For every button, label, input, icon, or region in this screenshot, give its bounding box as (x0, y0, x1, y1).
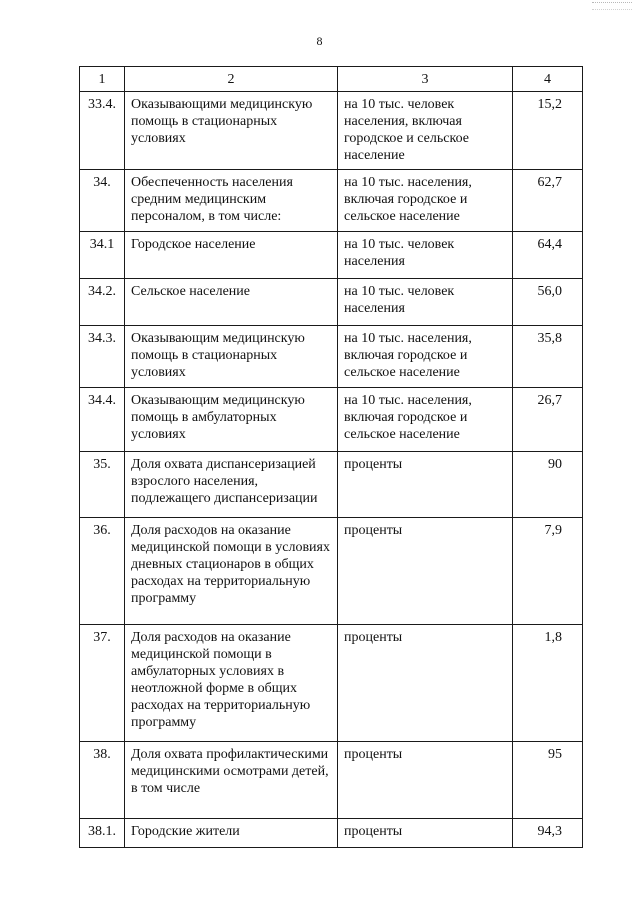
header-cell-col4: 4 (513, 67, 583, 92)
row-number-cell: 34.3. (80, 326, 125, 388)
table-row (80, 819, 583, 848)
row-number-cell: 38. (80, 742, 125, 819)
page-number: 8 (316, 34, 323, 48)
table-row (80, 170, 583, 232)
header-cell-col2: 2 (125, 67, 338, 92)
row-number-cell: 38.1. (80, 819, 125, 848)
indicator-cell: Оказывающим медицинскую помощь в стационарных условиях (125, 326, 338, 388)
indicator-cell: Доля расходов на оказание медицинской помощи в амбулаторных условиях в неотложной форме в общих расходах на территориальную программу (125, 625, 338, 742)
indicator-cell: Оказывающими медицинскую помощь в стационарных условиях (125, 92, 338, 170)
header-cell-col1: 1 (80, 67, 125, 92)
indicator-cell: Доля расходов на оказание медицинской помощи в условиях дневных стационаров в общих расходах на территориальную программу (125, 518, 338, 625)
unit-cell: проценты (338, 625, 513, 742)
indicator-cell: Доля охвата диспансеризацией взрослого населения, подлежащего диспансеризации (125, 452, 338, 518)
unit-cell: проценты (338, 819, 513, 848)
table-row (80, 388, 583, 452)
indicator-cell: Городское население (125, 232, 338, 279)
value-cell: 15,2 (513, 92, 583, 170)
table-row (80, 232, 583, 279)
indicator-cell: Городские жители (125, 819, 338, 848)
indicators-table (79, 66, 583, 848)
table-row (80, 625, 583, 742)
table-row (80, 452, 583, 518)
row-number-cell: 34. (80, 170, 125, 232)
value-cell: 7,9 (513, 518, 583, 625)
table-row (80, 279, 583, 326)
table-row (80, 518, 583, 625)
unit-cell: проценты (338, 518, 513, 625)
value-cell: 90 (513, 452, 583, 518)
unit-cell: проценты (338, 452, 513, 518)
indicator-cell: Сельское население (125, 279, 338, 326)
unit-cell: на 10 тыс. населения, включая городское и сельское население (338, 326, 513, 388)
value-cell: 94,3 (513, 819, 583, 848)
table-row (80, 92, 583, 170)
value-cell: 1,8 (513, 625, 583, 742)
unit-cell: на 10 тыс. человек населения (338, 232, 513, 279)
row-number-cell: 34.1 (80, 232, 125, 279)
row-number-cell: 33.4. (80, 92, 125, 170)
unit-cell: на 10 тыс. человек населения, включая городское и сельское население (338, 92, 513, 170)
row-number-cell: 35. (80, 452, 125, 518)
row-number-cell: 34.4. (80, 388, 125, 452)
row-number-cell: 34.2. (80, 279, 125, 326)
value-cell: 62,7 (513, 170, 583, 232)
header-cell-col3: 3 (338, 67, 513, 92)
value-cell: 95 (513, 742, 583, 819)
indicator-cell: Доля охвата профилактическими медицинскими осмотрами детей, в том числе (125, 742, 338, 819)
value-cell: 35,8 (513, 326, 583, 388)
unit-cell: проценты (338, 742, 513, 819)
unit-cell: на 10 тыс. человек населения (338, 279, 513, 326)
indicator-cell: Оказывающим медицинскую помощь в амбулаторных условиях (125, 388, 338, 452)
unit-cell: на 10 тыс. населения, включая городское и сельское население (338, 388, 513, 452)
row-number-cell: 36. (80, 518, 125, 625)
value-cell: 56,0 (513, 279, 583, 326)
table-row (80, 742, 583, 819)
row-number-cell: 37. (80, 625, 125, 742)
unit-cell: на 10 тыс. населения, включая городское и сельское население (338, 170, 513, 232)
indicator-cell: Обеспеченность населения средним медицинским персоналом, в том числе: (125, 170, 338, 232)
table-header-row (80, 67, 583, 92)
value-cell: 26,7 (513, 388, 583, 452)
value-cell: 64,4 (513, 232, 583, 279)
table-row (80, 326, 583, 388)
scan-corner-mark (592, 2, 632, 10)
